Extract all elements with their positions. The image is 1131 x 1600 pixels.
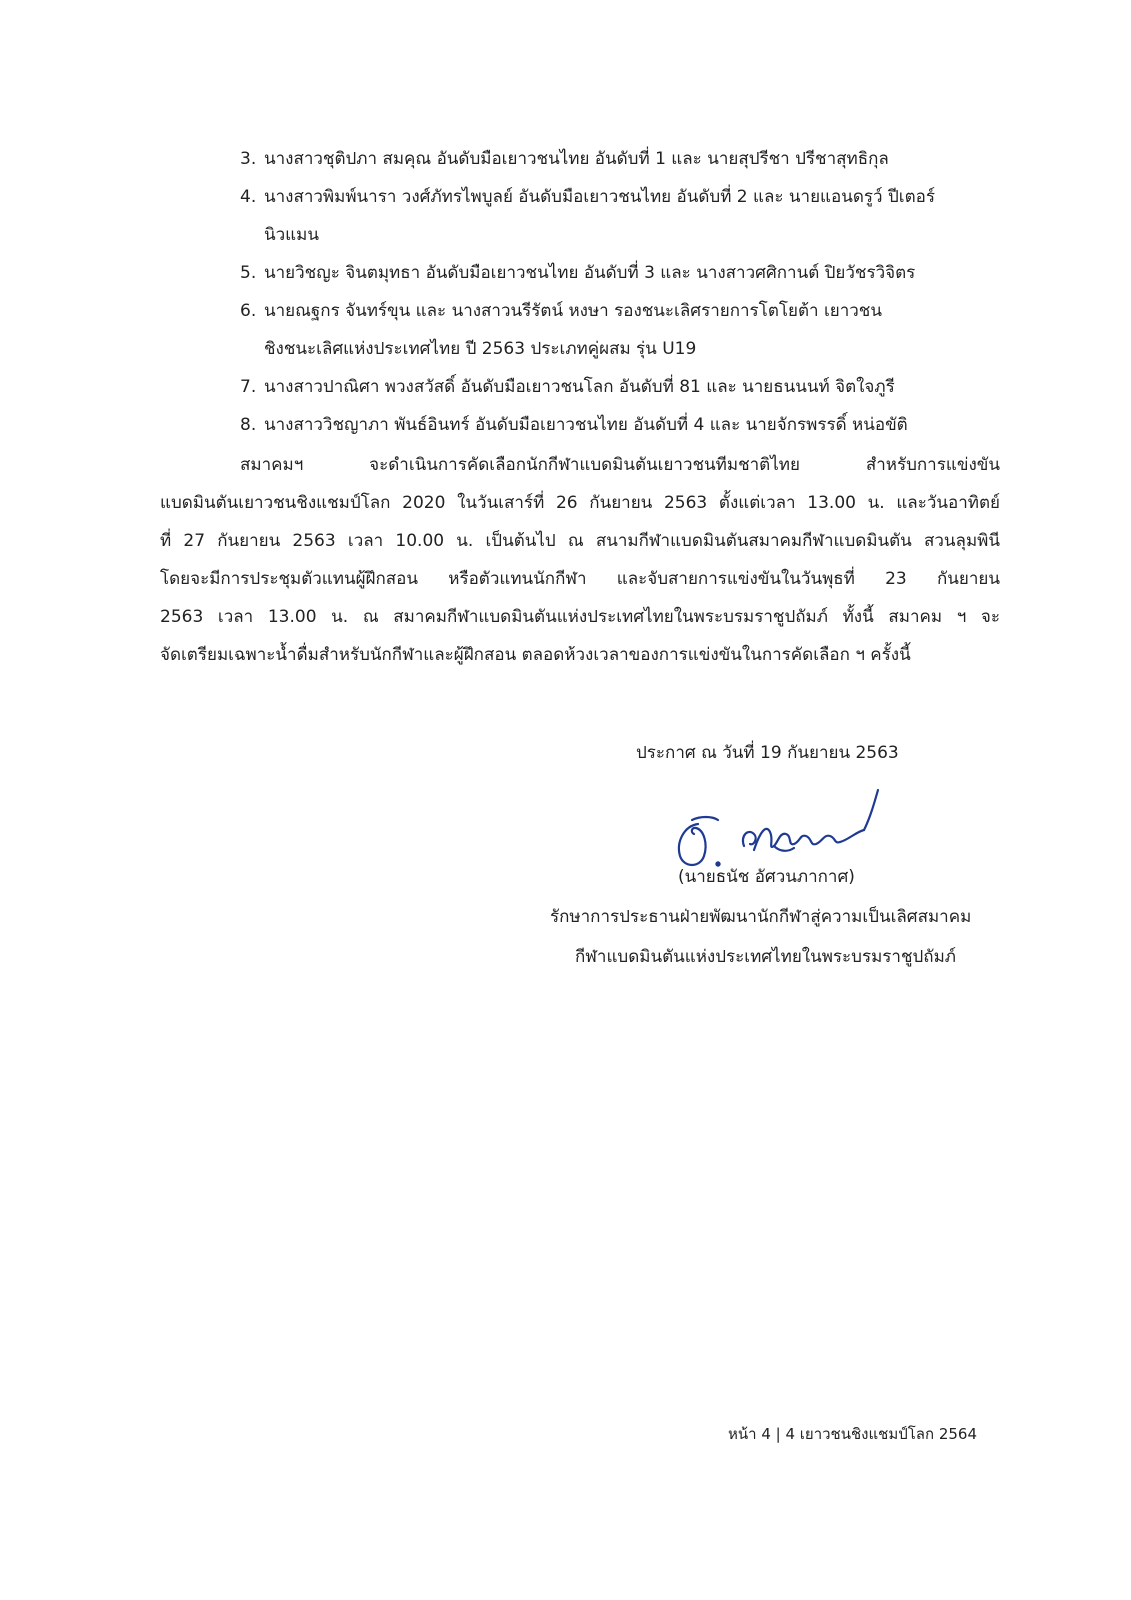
signer-title-continued: กีฬาแบดมินตันแห่งประเทศไทยในพระบรมราชูปถัมภ์ — [575, 947, 957, 967]
paragraph-line: 2563 เวลา 13.00 น. ณ สมาคมกีฬาแบดมินตันแห่งประเทศไทยในพระบรมราชูปถัมภ์ ทั้งนี้ สมาคม ฯ จะ — [160, 607, 1000, 627]
list-item-number: 8. — [240, 415, 257, 435]
paragraph-line: สมาคมฯ จะดำเนินการคัดเลือกนักกีฬาแบดมินตันเยาวชนทีมชาติไทย สำหรับการแข่งขัน — [240, 455, 1000, 475]
list-item-number: 5. — [240, 263, 257, 283]
list-item-text: นางสาวพิมพ์นารา วงศ์ภัทรไพบูลย์ อันดับมือเยาวชนไทย อันดับที่ 2 และ นายแอนดรูว์ ปีเตอร์ — [264, 187, 935, 207]
list-item — [240, 140, 1000, 178]
signer-title: รักษาการประธานฝ่ายพัฒนานักกีฬาสู่ความเป็นเลิศสมาคม — [550, 907, 972, 927]
list-item-text: นายณฐกร จันทร์ขุน และ นางสาวนรีรัตน์ หงษา รองชนะเลิศรายการโตโยต้า เยาวชน — [264, 301, 882, 321]
paragraph-line: จัดเตรียมเฉพาะน้ำดื่มสำหรับนักกีฬาและผู้ฝึกสอน ตลอดห้วงเวลาของการแข่งขันในการคัดเลือก ฯ ครั้งนี้ — [160, 645, 911, 665]
list-item — [240, 178, 1000, 254]
selection-announcement-paragraph — [160, 446, 1000, 674]
list-item — [240, 406, 1000, 444]
list-item — [240, 292, 1000, 368]
page-footer: หน้า 4 | 4 เยาวชนชิงแชมป์โลก 2564 — [728, 1425, 978, 1443]
athlete-list — [240, 140, 1000, 444]
list-item — [240, 368, 1000, 406]
signer-name: (นายธนัช อัศวนภากาศ) — [678, 867, 855, 887]
list-item-text-continued: นิวแมน — [264, 225, 319, 245]
list-item-text: นางสาวปาณิศา พวงสวัสดิ์ อันดับมือเยาวชนโลก อันดับที่ 81 และ นายธนนนท์ จิตใจภูรี — [264, 377, 895, 397]
list-item-number: 7. — [240, 377, 257, 397]
list-item-text: นางสาววิชญาภา พันธ์อินทร์ อันดับมือเยาวชนไทย อันดับที่ 4 และ นายจักรพรรดิ์ หน่อขัติ — [264, 415, 908, 435]
list-item-text: นายวิชญะ จินตมุทธา อันดับมือเยาวชนไทย อันดับที่ 3 และ นางสาวศศิกานต์ ปิยวัชรวิจิตร — [264, 263, 916, 283]
paragraph-line: โดยจะมีการประชุมตัวแทนผู้ฝึกสอน หรือตัวแทนนักกีฬา และจับสายการแข่งขันในวันพุธที่ 23 กันยายน — [160, 569, 1000, 589]
paragraph-line: แบดมินตันเยาวชนชิงแชมป์โลก 2020 ในวันเสาร์ที่ 26 กันยายน 2563 ตั้งแต่เวลา 13.00 น. และวันอาทิตย์ — [160, 493, 1000, 513]
list-item-number: 3. — [240, 149, 257, 169]
list-item-number: 4. — [240, 187, 257, 207]
list-item-text-continued: ชิงชนะเลิศแห่งประเทศไทย ปี 2563 ประเภทคู่ผสม รุ่น U19 — [264, 339, 697, 359]
list-item-number: 6. — [240, 301, 257, 321]
list-item-text: นางสาวชุติปภา สมคุณ อันดับมือเยาวชนไทย อันดับที่ 1 และ นายสุปรีชา ปรีชาสุทธิกุล — [264, 149, 889, 169]
paragraph-line: ที่ 27 กันยายน 2563 เวลา 10.00 น. เป็นต้นไป ณ สนามกีฬาแบดมินตันสมาคมกีฬาแบดมินตัน สวนลุมพินี — [160, 531, 1000, 551]
list-item — [240, 254, 1000, 292]
announcement-date: ประกาศ ณ วันที่ 19 กันยายน 2563 — [636, 743, 899, 763]
